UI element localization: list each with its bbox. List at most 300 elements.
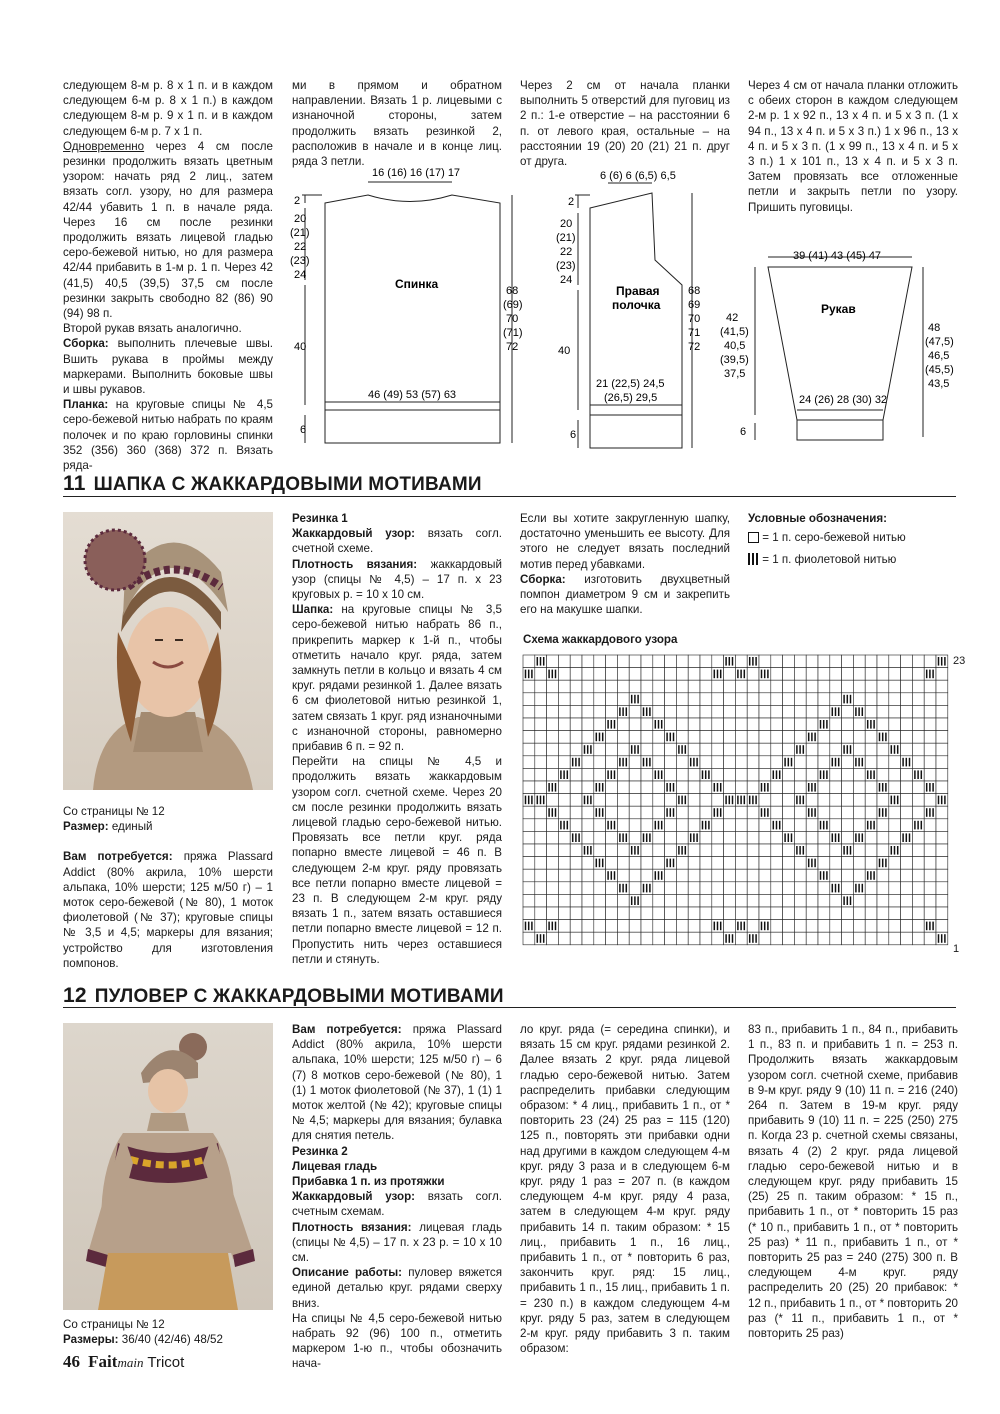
chart-cell: [912, 731, 924, 744]
chart-cell: [794, 932, 806, 945]
chart-cell: [688, 705, 700, 718]
chart-cell: [606, 844, 618, 857]
chart-cell: [924, 743, 936, 756]
chart-cell: [629, 831, 641, 844]
chart-cell: [700, 882, 712, 895]
chart-cell: [771, 655, 783, 668]
chart-cell: [889, 920, 901, 933]
chart-cell: [570, 857, 582, 870]
chart-cell: [747, 743, 759, 756]
back-length-label: (69): [503, 299, 523, 311]
chart-cell: [771, 718, 783, 731]
chart-cell: [523, 857, 535, 870]
chart-cell: [877, 857, 889, 870]
chart-cell: [889, 680, 901, 693]
chart-cell: [676, 731, 688, 744]
paragraph: [292, 526, 502, 556]
chart-cell: [676, 882, 688, 895]
chart-cell: [771, 831, 783, 844]
chart-cell: [783, 806, 795, 819]
chart-cell: [700, 831, 712, 844]
chart-cell: [629, 882, 641, 895]
chart-cell: [842, 932, 854, 945]
chart-cell: [853, 731, 865, 744]
chart-cell: [783, 693, 795, 706]
chart-cell: [724, 882, 736, 895]
chart-cell: [700, 668, 712, 681]
chart-cell: [830, 932, 842, 945]
top-column-2: [292, 78, 502, 169]
chart-cell: [912, 680, 924, 693]
chart-cell: [724, 844, 736, 857]
chart-cell: [700, 781, 712, 794]
chart-cell: [570, 932, 582, 945]
sleeve-left-label: (41,5): [720, 326, 749, 338]
chart-cell: [877, 882, 889, 895]
chart-cell: [712, 882, 724, 895]
chart-cell: [794, 731, 806, 744]
chart-cell: [818, 831, 830, 844]
chart-cell: [629, 819, 641, 832]
chart-cell: [936, 844, 948, 857]
chart-cell: [594, 756, 606, 769]
section-title: ПУЛОВЕР С ЖАККАРДОВЫМИ МОТИВАМИ: [94, 986, 504, 1007]
chart-cell: [665, 756, 677, 769]
chart-cell: [688, 844, 700, 857]
chart-cell: [617, 806, 629, 819]
chart-cell: [523, 768, 535, 781]
paragraph: На спицы № 4,5 серо-бежевой нитью набрать 92 (96) 100 п., отметить маркером 1-ю п., чтобы обозначить нача-: [292, 1311, 502, 1371]
sizes-label: Размеры:: [63, 1333, 119, 1347]
chart-cell: [830, 920, 842, 933]
chart-cell: [747, 869, 759, 882]
back-armhole-label: 20: [294, 213, 307, 225]
chart-cell: [570, 869, 582, 882]
chart-cell: [889, 806, 901, 819]
chart-cell: [735, 831, 747, 844]
chart-cell: [700, 869, 712, 882]
chart-cell: [606, 743, 618, 756]
chart-cell: [842, 794, 854, 807]
chart-cell: [889, 831, 901, 844]
chart-cell: [889, 844, 901, 857]
chart-cell: [901, 932, 913, 945]
chart-cell: [594, 831, 606, 844]
chart-cell: [523, 932, 535, 945]
chart-cell: [700, 718, 712, 731]
chart-cell: [759, 655, 771, 668]
chart-cell: [759, 756, 771, 769]
chart-cell: [865, 907, 877, 920]
chart-cell: [747, 756, 759, 769]
sizes-value: 36/40 (42/46) 48/52: [121, 1333, 223, 1347]
chart-cell: [535, 705, 547, 718]
chart-cell: [783, 718, 795, 731]
chart-cell: [830, 705, 842, 718]
chart-cell: [641, 932, 653, 945]
hatched-square-icon: [748, 553, 759, 565]
chart-cell: [936, 693, 948, 706]
chart-cell: [889, 869, 901, 882]
chart-cell: [901, 844, 913, 857]
chart-cell: [665, 907, 677, 920]
label: Жаккардовый узор:: [292, 1190, 416, 1204]
front-length-label: 72: [688, 341, 701, 353]
front-shoulder-width-label: 6 (6) 6 (6,5) 6,5: [600, 170, 676, 182]
chart-cell: [523, 907, 535, 920]
chart-cell: [617, 781, 629, 794]
chart-cell: [783, 932, 795, 945]
chart-cell: [853, 932, 865, 945]
chart-cell: [712, 731, 724, 744]
front-armhole-label: (23): [556, 260, 576, 272]
magazine-name: Tricot: [147, 1354, 185, 1371]
paragraph: Перейти на спицы № 4,5 и продолжить вязать жаккардовым узором согл. счетной схеме. Через 20 см после резинки продолжить вязать лицевой гладью серо-бежевой нитью. Провязать все петли круг. ряда попарно вместе лицевой = 46 п. В следующем 2-м круг. ряду провязать все петли попарно вместе лицевой = 23 п. В следующем 2-м круг. ряду вязать 1 п., затем вязать оставшиеся петли попарно вместе лицевой = 12 п. Пропустить нить через оставшиеся петли и стянуть.: [292, 755, 502, 966]
back-shoulder-label: 2: [294, 195, 301, 207]
chart-cell: [842, 768, 854, 781]
chart-cell: [535, 894, 547, 907]
chart-cell: [570, 743, 582, 756]
chart-cell: [688, 794, 700, 807]
back-armhole-label: 24: [294, 269, 307, 281]
chart-cell: [606, 794, 618, 807]
chart-cell: [924, 907, 936, 920]
chart-cell: [865, 756, 877, 769]
chart-cell: [912, 718, 924, 731]
chart-cell: [641, 920, 653, 933]
chart-cell: [547, 920, 559, 933]
chart-cell: [523, 705, 535, 718]
chart-cell: [877, 731, 889, 744]
chart-cell: [700, 819, 712, 832]
chart-cell: [712, 831, 724, 844]
chart-cell: [582, 882, 594, 895]
chart-cell: [747, 655, 759, 668]
chart-cell: [629, 932, 641, 945]
legend-text: = 1 п. серо-бежевой нитью: [762, 531, 906, 544]
chart-cell: [901, 794, 913, 807]
chart-cell: [724, 693, 736, 706]
chart-cell: [676, 869, 688, 882]
chart-cell: [547, 907, 559, 920]
chart-cell: [842, 718, 854, 731]
chart-cell: [712, 680, 724, 693]
chart-cell: [582, 819, 594, 832]
chart-cell: [842, 655, 854, 668]
text: на круговые спицы № 4,5 серо-бежевой нитью набрать по краям полочек и по краю горловины спинки 352 (356) 360 (368) 372 п. Вязать ряда-: [63, 398, 273, 473]
front-title: полочка: [612, 298, 661, 312]
chart-cell: [606, 756, 618, 769]
chart-cell: [688, 756, 700, 769]
chart-cell: [853, 718, 865, 731]
chart-cell: [629, 743, 641, 756]
chart-cell: [865, 718, 877, 731]
chart-cell: [570, 806, 582, 819]
chart-cell: [665, 731, 677, 744]
divider: [63, 496, 956, 497]
chart-cell: [617, 731, 629, 744]
legend-item-purple: [748, 549, 958, 571]
chart-cell: [747, 668, 759, 681]
chart-cell: [594, 920, 606, 933]
chart-cell: [688, 882, 700, 895]
chart-cell: [570, 693, 582, 706]
chart-cell: [912, 806, 924, 819]
chart-cell: [830, 680, 842, 693]
chart-cell: [747, 693, 759, 706]
chart-cell: [653, 857, 665, 870]
paragraph: ми в прямом и обратном направлении. Вязать 1 р. лицевыми с изнаночной стороны, затем продолжить вязать резинкой 2, расположив в начале и в конце лиц. ряда 3 петли.: [292, 79, 502, 169]
chart-cell: [877, 831, 889, 844]
chart-cell: [653, 920, 665, 933]
chart-cell: [865, 932, 877, 945]
chart-cell: [547, 781, 559, 794]
chart-cell: [724, 932, 736, 945]
text: вязать согл. счетной схеме.: [292, 527, 502, 556]
chart-cell: [653, 819, 665, 832]
chart-cell: [523, 831, 535, 844]
chart-cell: [747, 731, 759, 744]
chart-cell: [653, 693, 665, 706]
text: жаккардовый узор (спицы № 4,5) – 17 п. х 23 круговых р. = 10 х 10 см.: [292, 557, 502, 602]
chart-cell: [653, 781, 665, 794]
chart-cell: [936, 731, 948, 744]
chart-cell: [653, 680, 665, 693]
chart-cell: [936, 718, 948, 731]
paragraph: Через 2 см от начала планки выполнить 5 отверстий для пуговиц из 2 п.: 1-е отверстие – на расстоянии 6 п. от левого края, остальные – на расстоянии 19 (20) 20 (21) 21 п. друг от друга.: [520, 79, 730, 169]
chart-cell: [547, 680, 559, 693]
chart-cell: [771, 668, 783, 681]
chart-cell: [794, 819, 806, 832]
chart-cell: [641, 768, 653, 781]
paragraph: [292, 557, 502, 603]
chart-cell: [759, 794, 771, 807]
chart-cell: [830, 794, 842, 807]
chart-cell: [712, 857, 724, 870]
chart-cell: [629, 894, 641, 907]
chart-cell: [865, 894, 877, 907]
chart-cell: [936, 831, 948, 844]
chart-cell: [759, 857, 771, 870]
section-number: 11: [63, 472, 86, 495]
chart-cell: [523, 693, 535, 706]
chart-cell: [735, 920, 747, 933]
paragraph: [292, 1220, 502, 1266]
chart-cell: [842, 693, 854, 706]
chart-cell: [629, 794, 641, 807]
chart-cell: [712, 932, 724, 945]
chart-cell: [735, 819, 747, 832]
chart-cell: [570, 718, 582, 731]
chart-cell: [759, 932, 771, 945]
chart-cell: [712, 781, 724, 794]
label-placket: Планка:: [63, 398, 109, 412]
chart-cell: [665, 806, 677, 819]
chart-cell: [724, 831, 736, 844]
chart-cell: [818, 932, 830, 945]
chart-cell: [853, 680, 865, 693]
back-neck-label: 16 (16) 16 (17) 17: [372, 167, 461, 179]
chart-cell: [924, 806, 936, 819]
chart-cell: [806, 768, 818, 781]
back-length-label: 70: [506, 313, 519, 325]
chart-cell: [794, 680, 806, 693]
chart-cell: [629, 844, 641, 857]
chart-cell: [617, 705, 629, 718]
back-length-label: (71): [503, 327, 523, 339]
chart-cell: [688, 907, 700, 920]
chart-cell: [936, 869, 948, 882]
chart-cell: [806, 668, 818, 681]
chart-cell: [853, 831, 865, 844]
chart-cell: [606, 718, 618, 731]
chart-cell: [889, 705, 901, 718]
chart-cell: [641, 731, 653, 744]
chart-cell: [653, 831, 665, 844]
section-12-column-3: [520, 1022, 730, 1356]
chart-cell: [865, 768, 877, 781]
chart-cell: [606, 894, 618, 907]
chart-cell: [877, 844, 889, 857]
front-rib-label: 6: [570, 429, 577, 441]
back-armhole-label: 22: [294, 241, 307, 253]
chart-cell: [794, 705, 806, 718]
chart-cell: [901, 705, 913, 718]
chart-cell: [794, 831, 806, 844]
chart-cell: [794, 768, 806, 781]
chart-cell: [853, 768, 865, 781]
chart-cell: [582, 806, 594, 819]
chart-cell: [865, 794, 877, 807]
chart-cell: [818, 920, 830, 933]
chart-cell: [794, 655, 806, 668]
chart-cell: [676, 894, 688, 907]
chart-cell: [547, 705, 559, 718]
chart-cell: [688, 781, 700, 794]
chart-cell: [853, 894, 865, 907]
chart-cell: [653, 655, 665, 668]
magazine-logo: Fait: [88, 1352, 118, 1371]
chart-cell: [735, 756, 747, 769]
sleeve-right-label: 43,5: [928, 378, 950, 390]
chart-cell: [594, 705, 606, 718]
chart-cell: [641, 806, 653, 819]
chart-cell: [936, 768, 948, 781]
chart-cell: [629, 655, 641, 668]
chart-cell: [665, 718, 677, 731]
chart-cell: [582, 781, 594, 794]
chart-cell: [830, 869, 842, 882]
chart-cell: [865, 844, 877, 857]
chart-cell: [783, 831, 795, 844]
chart-row-23: 23: [953, 655, 966, 667]
legend-title: Условные обозначения:: [748, 512, 887, 525]
chart-cell: [558, 819, 570, 832]
chart-cell: [547, 831, 559, 844]
chart-cell: [735, 768, 747, 781]
chart-cell: [877, 768, 889, 781]
chart-cell: [535, 680, 547, 693]
chart-cell: [747, 844, 759, 857]
chart-cell: [747, 781, 759, 794]
chart-cell: [818, 705, 830, 718]
chart-cell: [665, 680, 677, 693]
chart-cell: [700, 806, 712, 819]
chart-cell: [853, 882, 865, 895]
front-armhole-label: 20: [560, 218, 573, 230]
chart-cell: [641, 857, 653, 870]
chart-cell: [523, 806, 535, 819]
chart-cell: [735, 655, 747, 668]
chart-cell: [889, 907, 901, 920]
chart-cell: [547, 844, 559, 857]
chart-cell: [806, 869, 818, 882]
section-number: 12: [63, 984, 87, 1007]
chart-cell: [570, 894, 582, 907]
text: пряжа Plassard Addict (80% акрила, 10% шерсти альпака, 10% шерсти; 125 м/50 г) – 6 (7) 8 мотков серо-бежевой (№ 80), 1 (1) 1 моток фиолетовой (№ 37), 1 (1) 1 моток желтой (№ 42); круговые спицы № 4,5; маркеры для вязания; булавка для снятия петель.: [292, 1023, 502, 1143]
chart-cell: [901, 693, 913, 706]
chart-cell: [558, 844, 570, 857]
chart-cell: [936, 680, 948, 693]
chart-cell: [830, 731, 842, 744]
chart-cell: [818, 794, 830, 807]
chart-cell: [924, 869, 936, 882]
chart-cell: [771, 756, 783, 769]
sweater-photo: [63, 1023, 273, 1310]
chart-cell: [818, 756, 830, 769]
chart-cell: [842, 668, 854, 681]
front-width-label: (26,5) 29,5: [604, 392, 658, 404]
chart-cell: [594, 844, 606, 857]
paragraph: Второй рукав вязать аналогично.: [63, 322, 242, 336]
chart-cell: [688, 680, 700, 693]
chart-cell: [570, 756, 582, 769]
chart-cell: [558, 655, 570, 668]
schematic-sleeve: [720, 245, 960, 445]
chart-cell: [724, 894, 736, 907]
chart-cell: [547, 806, 559, 819]
chart-cell: [700, 731, 712, 744]
chart-cell: [912, 819, 924, 832]
chart-cell: [806, 806, 818, 819]
chart-cell: [606, 655, 618, 668]
chart-cell: [747, 894, 759, 907]
chart-cell: [676, 655, 688, 668]
back-rib-label: 6: [300, 424, 307, 436]
chart-cell: [629, 705, 641, 718]
chart-cell: [724, 781, 736, 794]
chart-cell: [818, 857, 830, 870]
chart-cell: [523, 894, 535, 907]
chart-cell: [806, 680, 818, 693]
chart-cell: [818, 680, 830, 693]
chart-cell: [901, 819, 913, 832]
chart-cell: [865, 680, 877, 693]
label-simultaneous: Одновременно: [63, 139, 145, 153]
chart-cell: [912, 705, 924, 718]
chart-cell: [629, 693, 641, 706]
chart-cell: [830, 743, 842, 756]
chart-cell: [818, 731, 830, 744]
chart-cell: [617, 693, 629, 706]
chart-cell: [912, 894, 924, 907]
paragraph: [520, 572, 730, 618]
chart-cell: [617, 882, 629, 895]
front-length-label: 69: [688, 299, 701, 311]
chart-cell: [783, 907, 795, 920]
chart-cell: [783, 781, 795, 794]
chart-cell: [558, 743, 570, 756]
